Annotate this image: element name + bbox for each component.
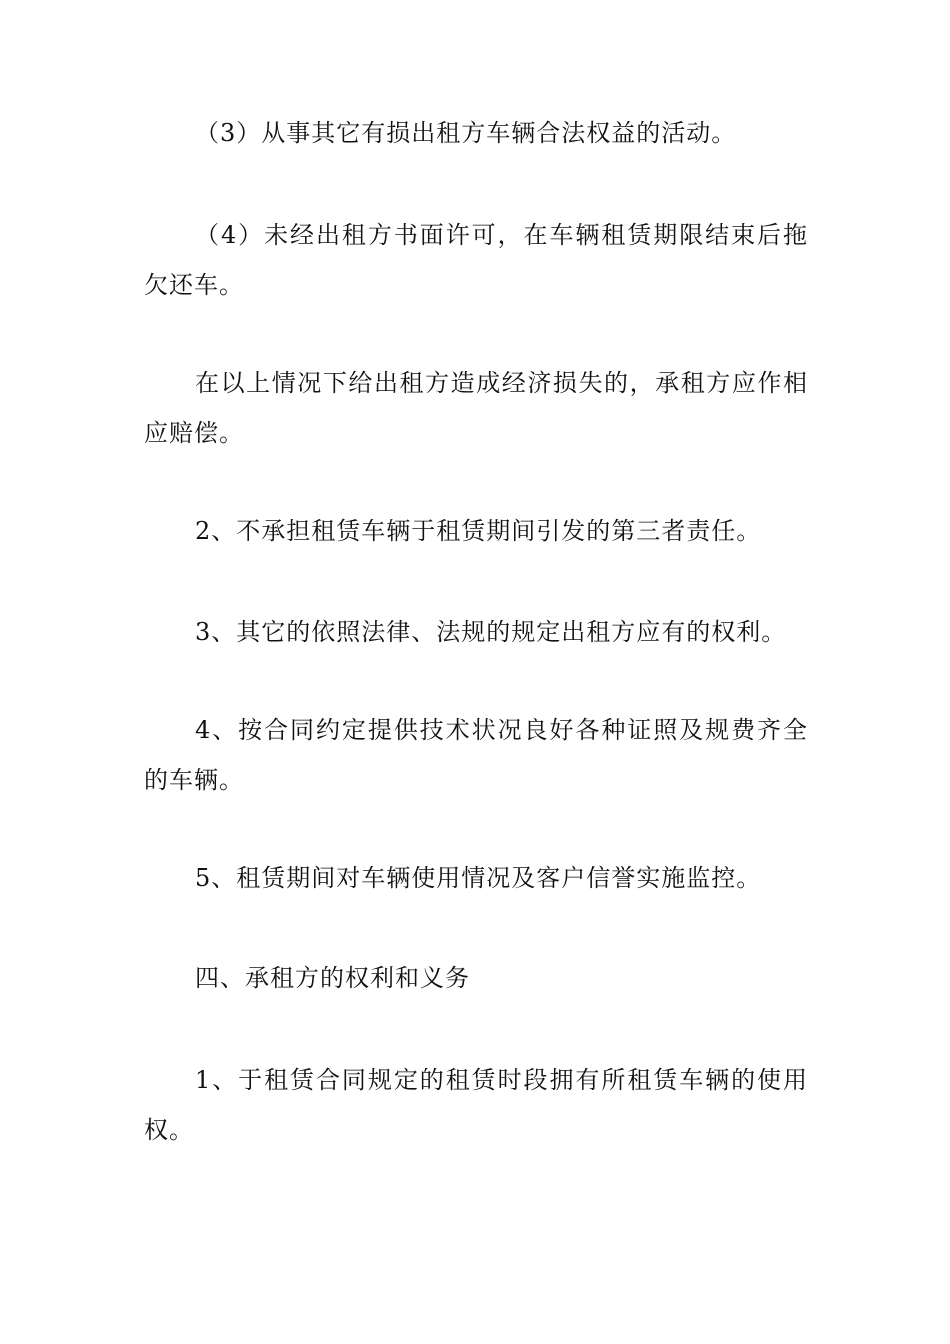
paragraph-item-3: （3）从事其它有损出租方车辆合法权益的活动。 <box>195 119 737 147</box>
paragraph-item-4: （4）未经出租方书面许可，在车辆租赁期限结束后拖欠还车。 <box>144 221 808 299</box>
paragraph-lessor-right-3: 3、其它的依照法律、法规的规定出租方应有的权利。 <box>195 618 787 646</box>
paragraph-lessor-duty-4: 4、按合同约定提供技术状况良好各种证照及规费齐全的车辆。 <box>144 716 808 794</box>
paragraph-lessor-duty-5: 5、租赁期间对车辆使用情况及客户信誉实施监控。 <box>195 864 762 892</box>
paragraph-lessee-right-1: 1、于租赁合同规定的租赁时段拥有所租赁车辆的使用权。 <box>144 1066 808 1144</box>
paragraph-compensation: 在以上情况下给出租方造成经济损失的，承租方应作相应赔偿。 <box>144 369 808 447</box>
paragraph-lessor-right-2: 2、不承担租赁车辆于租赁期间引发的第三者责任。 <box>195 517 762 545</box>
section-heading-lessee: 四、承租方的权利和义务 <box>195 964 470 992</box>
